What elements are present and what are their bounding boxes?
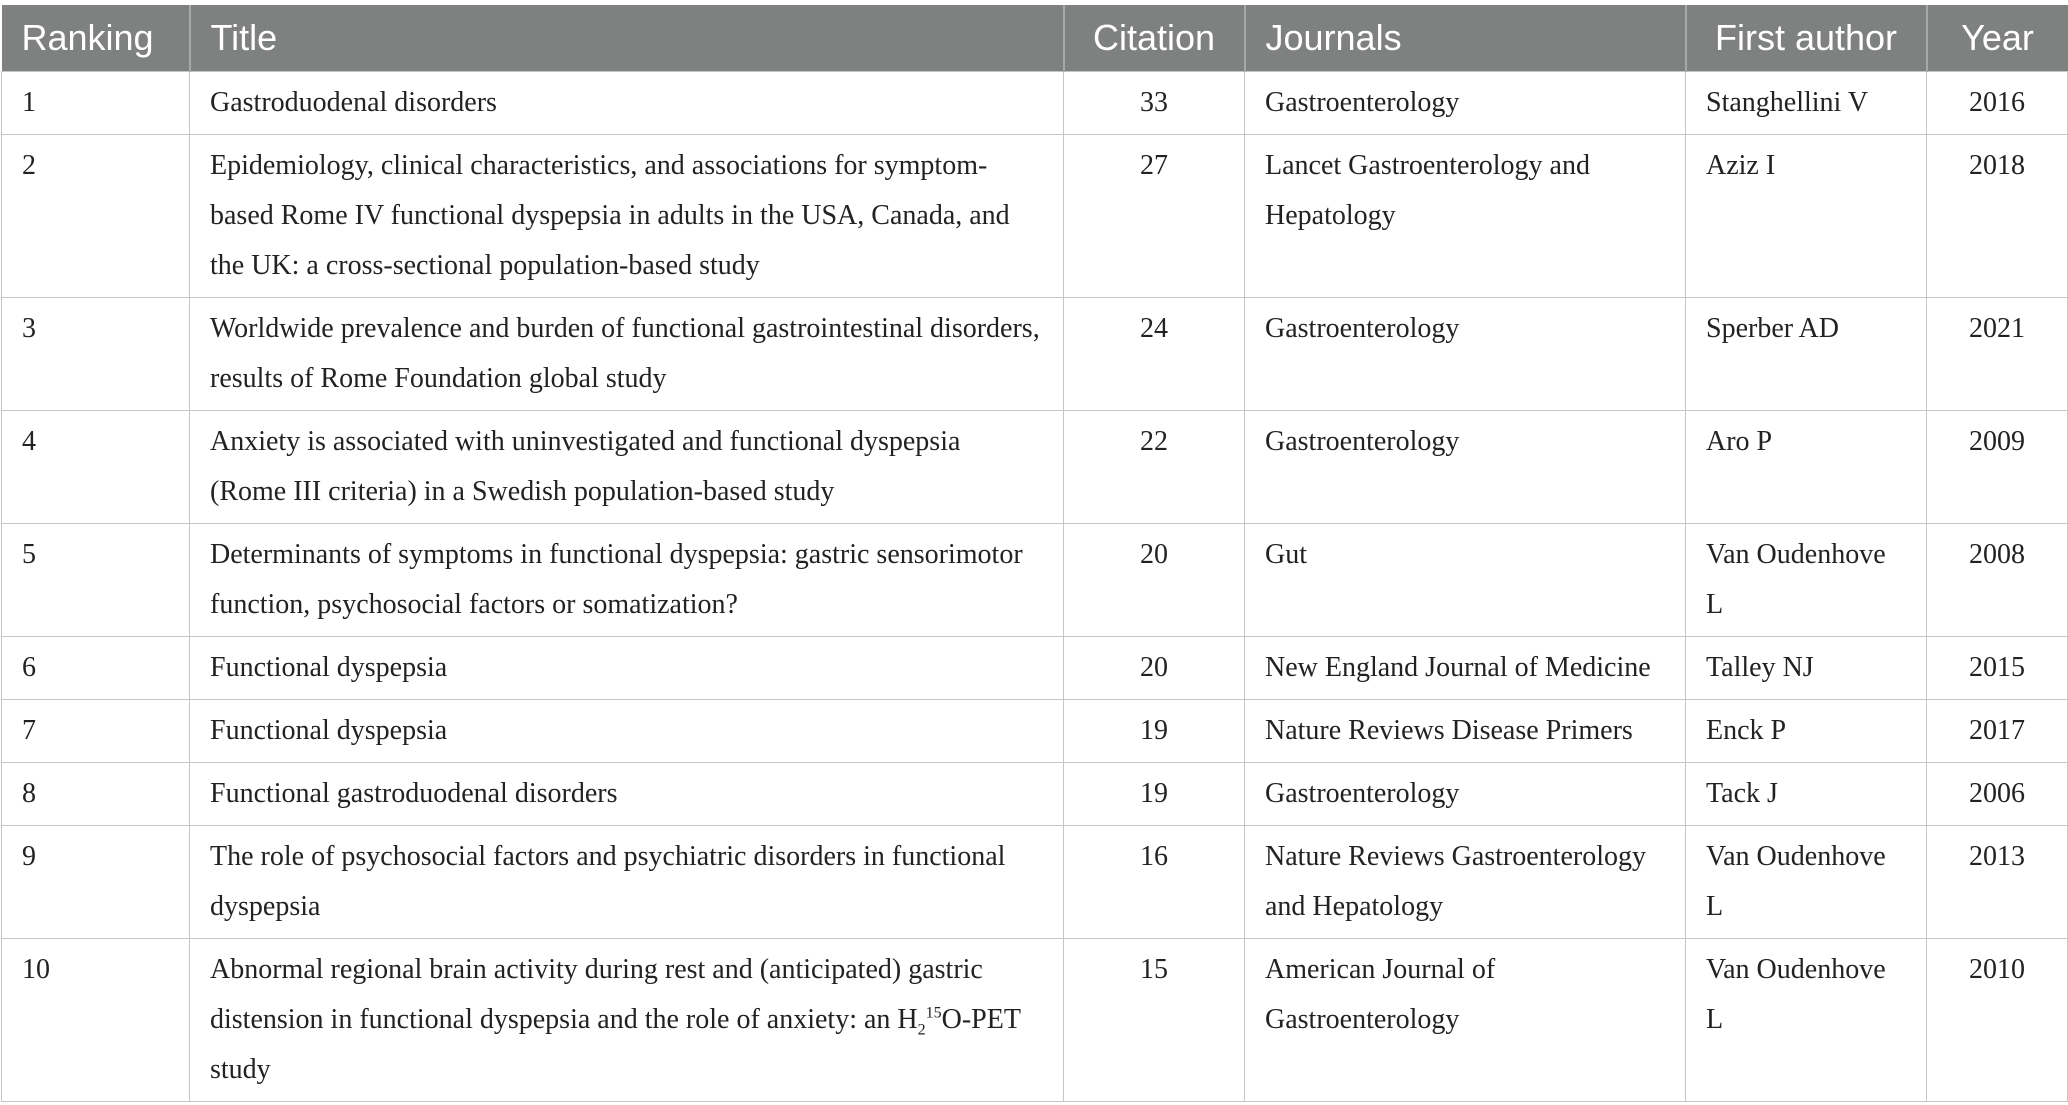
table-row	[2, 939, 2068, 1102]
cell-citation: 15	[1064, 939, 1245, 1102]
cell-title: Gastroduodenal disorders	[190, 72, 1064, 135]
table-header	[2, 5, 2068, 72]
cell-journal: Nature Reviews Disease Primers	[1245, 700, 1686, 763]
cell-first-author: Talley NJ	[1686, 637, 1927, 700]
cell-citation: 33	[1064, 72, 1245, 135]
cell-ranking: 10	[2, 939, 190, 1102]
cell-year: 2018	[1927, 135, 2068, 298]
cell-ranking: 1	[2, 72, 190, 135]
cell-year: 2015	[1927, 637, 2068, 700]
cell-ranking: 3	[2, 298, 190, 411]
cell-year: 2021	[1927, 298, 2068, 411]
table-body	[2, 72, 2068, 1102]
cell-title: Worldwide prevalence and burden of functional gastrointestinal disorders, results of Rome Foundation global study	[190, 298, 1064, 411]
table-row	[2, 637, 2068, 700]
cell-title: Functional dyspepsia	[190, 637, 1064, 700]
table-row	[2, 763, 2068, 826]
header-ranking: Ranking	[2, 5, 190, 72]
cell-citation: 19	[1064, 700, 1245, 763]
cell-first-author: Van Oudenhove L	[1686, 939, 1927, 1102]
cell-citation: 24	[1064, 298, 1245, 411]
cell-first-author: Van Oudenhove L	[1686, 826, 1927, 939]
cell-title	[190, 939, 1064, 1102]
cell-citation: 20	[1064, 637, 1245, 700]
cell-year: 2008	[1927, 524, 2068, 637]
cell-first-author: Sperber AD	[1686, 298, 1927, 411]
table-row	[2, 826, 2068, 939]
cell-year: 2013	[1927, 826, 2068, 939]
cell-year: 2016	[1927, 72, 2068, 135]
cell-title: Anxiety is associated with uninvestigated and functional dyspepsia (Rome III criteria) in a Swedish population-based study	[190, 411, 1064, 524]
cell-journal: New England Journal of Medicine	[1245, 637, 1686, 700]
table-row	[2, 135, 2068, 298]
cell-title: Determinants of symptoms in functional dyspepsia: gastric sensorimotor function, psychosocial factors or somatization?	[190, 524, 1064, 637]
cell-first-author: Stanghellini V	[1686, 72, 1927, 135]
table-row	[2, 700, 2068, 763]
cell-journal: Gut	[1245, 524, 1686, 637]
title-text-after: O-PET study	[210, 1004, 1021, 1085]
cell-year: 2017	[1927, 700, 2068, 763]
title-text-before: Abnormal regional brain activity during rest and (anticipated) gastric distension in functional dyspepsia and the role of anxiety: an H	[210, 954, 983, 1035]
cell-year: 2006	[1927, 763, 2068, 826]
cell-first-author: Van Oudenhove L	[1686, 524, 1927, 637]
cell-ranking: 2	[2, 135, 190, 298]
cell-citation: 20	[1064, 524, 1245, 637]
cell-title: The role of psychosocial factors and psychiatric disorders in functional dyspepsia	[190, 826, 1064, 939]
cell-ranking: 7	[2, 700, 190, 763]
cell-title: Epidemiology, clinical characteristics, and associations for symptom-based Rome IV functional dyspepsia in adults in the USA, Canada, and the UK: a cross-sectional population-based study	[190, 135, 1064, 298]
cell-year: 2009	[1927, 411, 2068, 524]
cell-first-author: Aziz I	[1686, 135, 1927, 298]
cell-citation: 19	[1064, 763, 1245, 826]
cell-ranking: 8	[2, 763, 190, 826]
cell-first-author: Aro P	[1686, 411, 1927, 524]
cell-journal: Gastroenterology	[1245, 298, 1686, 411]
cell-ranking: 4	[2, 411, 190, 524]
header-journals: Journals	[1245, 5, 1686, 72]
header-year: Year	[1927, 5, 2068, 72]
cell-journal: Gastroenterology	[1245, 72, 1686, 135]
cell-year: 2010	[1927, 939, 2068, 1102]
cell-first-author: Enck P	[1686, 700, 1927, 763]
header-first-author: First author	[1686, 5, 1927, 72]
header-title: Title	[190, 5, 1064, 72]
cell-journal: Gastroenterology	[1245, 411, 1686, 524]
table-row	[2, 411, 2068, 524]
cell-ranking: 9	[2, 826, 190, 939]
table-row	[2, 72, 2068, 135]
header-row	[2, 5, 2068, 72]
header-citation: Citation	[1064, 5, 1245, 72]
cell-ranking: 6	[2, 637, 190, 700]
cell-first-author: Tack J	[1686, 763, 1927, 826]
cell-citation: 16	[1064, 826, 1245, 939]
cell-journal: Nature Reviews Gastroenterology and Hepatology	[1245, 826, 1686, 939]
cell-citation: 22	[1064, 411, 1245, 524]
cell-journal: Gastroenterology	[1245, 763, 1686, 826]
title-superscript: 15	[925, 1004, 942, 1022]
cell-journal: American Journal of Gastroenterology	[1245, 939, 1686, 1102]
cell-title: Functional gastroduodenal disorders	[190, 763, 1064, 826]
cell-journal: Lancet Gastroenterology and Hepatology	[1245, 135, 1686, 298]
title-subscript: 2	[917, 1021, 926, 1039]
cell-citation: 27	[1064, 135, 1245, 298]
cell-ranking: 5	[2, 524, 190, 637]
table-row	[2, 298, 2068, 411]
table-row	[2, 524, 2068, 637]
cell-title: Functional dyspepsia	[190, 700, 1064, 763]
citation-ranking-table	[1, 5, 2068, 1102]
